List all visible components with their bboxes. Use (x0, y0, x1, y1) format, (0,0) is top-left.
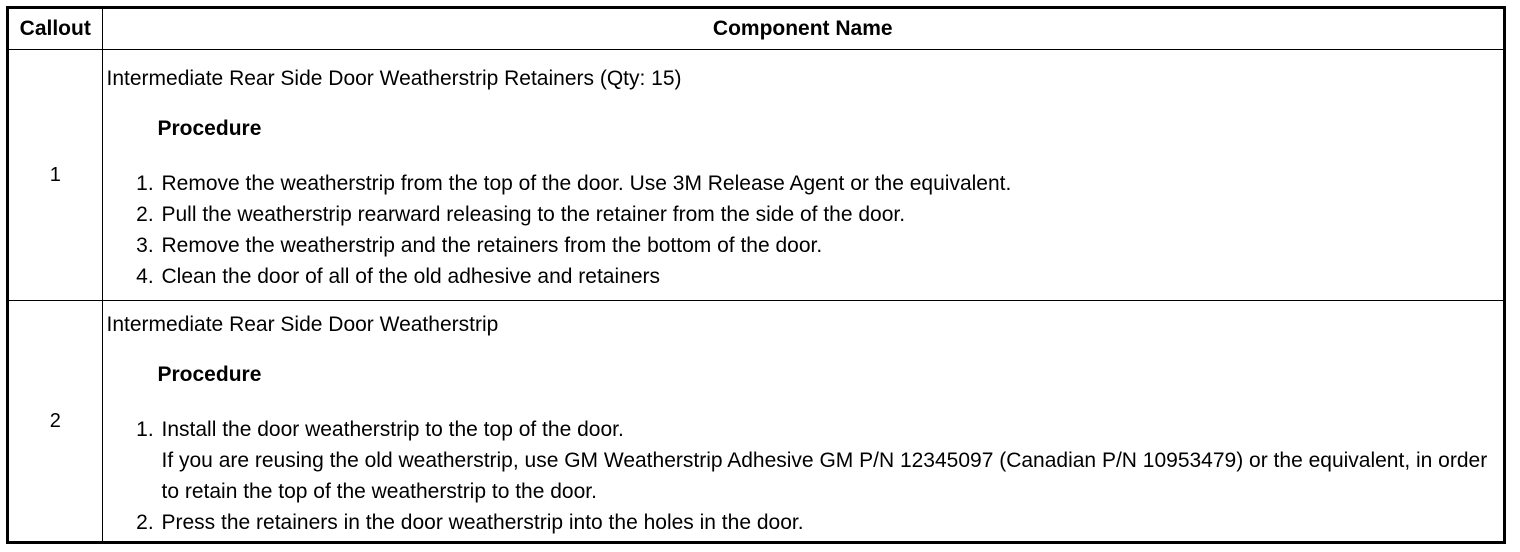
procedure-heading: Procedure (157, 116, 262, 140)
procedure-steps (107, 414, 1494, 538)
procedure-step: 1. Remove the weatherstrip from the top of the door. Use 3M Release Agent or the equivalent. (160, 168, 1494, 199)
procedure-step: 2. Pull the weatherstrip rearward releasing to the retainer from the side of the door. (160, 199, 1494, 230)
procedure-step: 3. Remove the weatherstrip and the retainers from the bottom of the door. (160, 230, 1494, 261)
component-name: Intermediate Rear Side Door Weatherstrip (106, 313, 499, 337)
step-text: 1. Install the door weatherstrip to the top of the door. (161, 418, 624, 442)
component-name: Intermediate Rear Side Door Weatherstrip Retainers (Qty: 15) (106, 66, 682, 90)
procedure-steps (107, 168, 1494, 292)
component-cell (102, 301, 1503, 543)
component-cell (102, 50, 1503, 301)
table-header-row (9, 9, 1503, 50)
table-row (9, 301, 1503, 543)
component-table (9, 9, 1503, 543)
step-note: If you are reusing the old weatherstrip, use GM Weatherstrip Adhesive GM P/N 12345097 (Canadian P/N 10953479) or the equivalent, in order to retain the top of the weatherstrip to the door. (161, 449, 1488, 504)
component-name-header: Component Name (102, 9, 1503, 50)
procedure-heading: Procedure (157, 363, 262, 387)
callout-header: Callout (9, 9, 102, 50)
procedure-step: 4. Clean the door of all of the old adhesive and retainers (160, 261, 1494, 292)
procedure-step: 2. Press the retainers in the door weatherstrip into the holes in the door. (160, 507, 1494, 538)
callout-number: 2 (9, 301, 102, 543)
table-row (9, 50, 1503, 301)
component-table-frame (6, 6, 1506, 544)
callout-number: 1 (9, 50, 102, 301)
procedure-step (160, 414, 1494, 507)
